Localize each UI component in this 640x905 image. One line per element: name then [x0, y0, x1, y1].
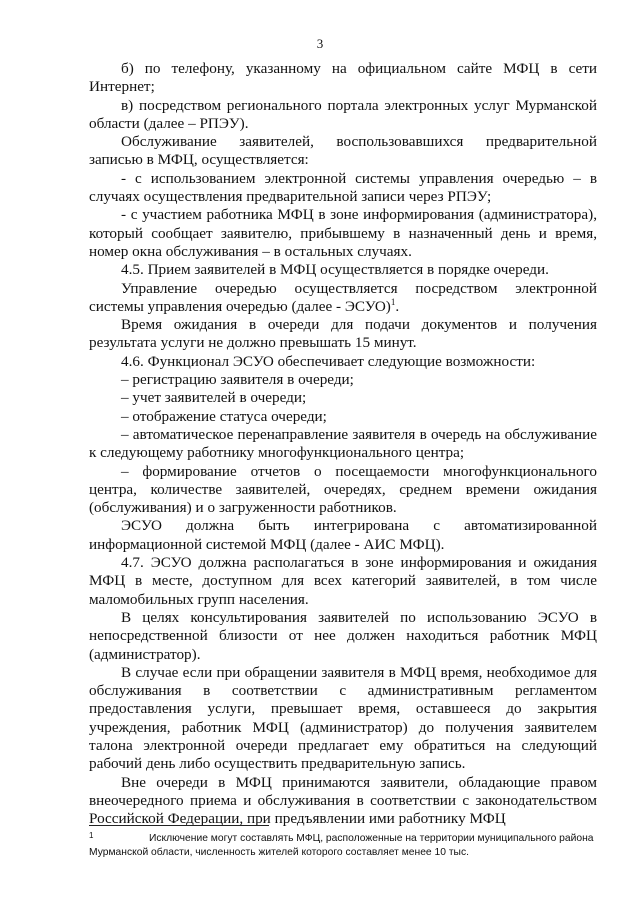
footnote-text: Исключение могут составлять МФЦ, расположенные на территории муниципального района Мурманской области, численность жителей которого составляет менее 10 тыс. [89, 833, 594, 858]
paragraph: В целях консультирования заявителей по использованию ЭСУО в непосредственной близости от нее должен находиться работник МФЦ (администратор). [89, 608, 597, 663]
footnote [89, 832, 597, 860]
footnote-reference: 1 [390, 296, 396, 307]
paragraph: б) по телефону, указанному на официальном сайте МФЦ в сети Интернет; [89, 60, 597, 96]
page-number: 3 [316, 36, 324, 51]
section-4-7: 4.7. ЭСУО должна располагаться в зоне информирования и ожидания МФЦ в месте, доступном для всех категорий заявителей, в том числе маломобильных групп населения. [89, 554, 597, 608]
document-body [89, 60, 597, 828]
paragraph: В случае если при обращении заявителя в МФЦ время, необходимое для обслуживания в соответствии с административным регламентом предоставления услуги, превышает время, оставшееся до закрытия учреждения, работник МФЦ (администратор) до получения заявителем талона электронной очереди предлагает ему обратиться на следующий рабочий день либо осуществить предварительную запись. [89, 663, 597, 773]
paragraph: Время ожидания в очереди для подачи документов и получения результата услуги не должно превышать 15 минут. [89, 316, 597, 352]
paragraph: ЭСУО должна быть интегрирована с автоматизированной информационной системой МФЦ (далее - АИС МФЦ). [89, 517, 597, 553]
list-item: – учет заявителей в очереди; [121, 389, 307, 407]
list-item: – формирование отчетов о посещаемости многофункционального центра, количестве заявителей, очередях, среднем времени ожидания (обслуживания) и о загруженности работников. [89, 462, 597, 517]
paragraph: - с участием работника МФЦ в зоне информирования (администратора), который сообщает заявителю, прибывшему в назначенный день и время, номер окна обслуживания – в остальных случаях. [89, 206, 597, 260]
list-item: – автоматическое перенаправление заявителя в очередь на обслуживание к следующему работнику многофункционального центра; [89, 425, 597, 462]
list-item: – отображение статуса очереди; [121, 407, 327, 425]
paragraph: - с использованием электронной системы управления очередью – в случаях осуществления предварительной записи через РПЭУ; [89, 169, 597, 206]
paragraph: в) посредством регионального портала электронных услуг Мурманской области (далее – РПЭУ). [89, 96, 597, 132]
paragraph-with-footnote [89, 280, 597, 317]
paragraph: Обслуживание заявителей, воспользовавшихся предварительной записью в МФЦ, осуществляется: [89, 133, 597, 169]
paragraph: Вне очереди в МФЦ принимаются заявители, обладающие правом внеочередного приема и обслуживания в соответствии с законодательством Российской Федерации, при предъявлении ими работнику МФЦ [89, 773, 597, 828]
footnote-mark: 1 [89, 831, 94, 840]
footnote-reference-suffix: . [395, 297, 400, 315]
section-4-6: 4.6. Функционал ЭСУО обеспечивает следующие возможности: [121, 352, 536, 370]
list-item: – регистрацию заявителя в очереди; [121, 371, 354, 389]
footnote-divider [89, 825, 269, 826]
paragraph-text: Управление очередью осуществляется посредством электронной системы управления очередью (далее - ЭСУО) [89, 279, 597, 315]
section-4-5: 4.5. Прием заявителей в МФЦ осуществляется в порядке очереди. [121, 261, 549, 279]
